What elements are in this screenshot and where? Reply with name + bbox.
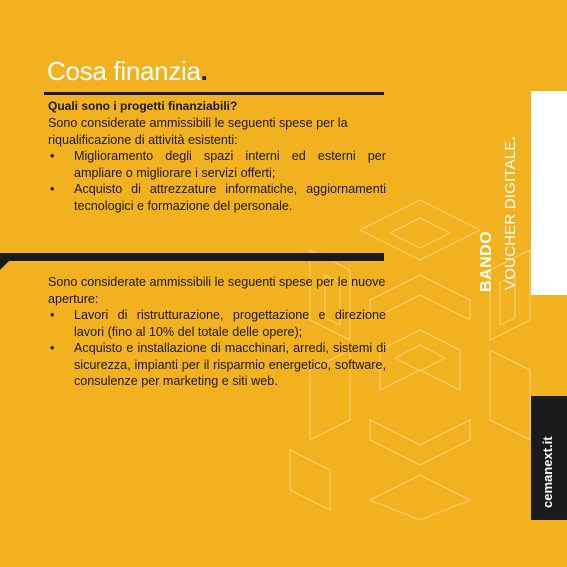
section2-body <box>48 274 386 390</box>
divider-notch <box>0 261 9 270</box>
side-white-panel <box>531 91 567 295</box>
section2-bullet-list <box>48 307 386 390</box>
page-title: Cosa finanzia. <box>47 56 208 86</box>
section1-subheading: Quali sono i progetti finanziabili? <box>48 99 238 113</box>
voucher-dot: . <box>502 136 519 141</box>
voucher-label: VOUCHER DIGITALE. <box>502 136 519 290</box>
section1-bullet-list <box>48 148 386 214</box>
list-item: • Lavori di ristrutturazione, progettazione e direzione lavori (fino al 10% del totale delle opere); <box>48 307 386 340</box>
section2-intro: Sono considerate ammissibili le seguenti spese per le nuove aperture: <box>48 275 386 306</box>
bando-label: BANDO <box>478 230 495 292</box>
title-underline <box>44 92 384 95</box>
section-divider <box>0 253 384 261</box>
section1-body <box>48 115 386 214</box>
website-link[interactable]: cemanext.it <box>540 436 555 508</box>
section1-intro: Sono considerate ammissibili le seguenti spese per la riqualificazione di attività esistenti: <box>48 116 348 147</box>
title-dot: . <box>200 56 208 86</box>
list-item: • Acquisto e installazione di macchinari, arredi, sistemi di sicurezza, impianti per il risparmio energetico, software, consulenze per marketing e siti web. <box>48 340 386 390</box>
list-item: • Miglioramento degli spazi interni ed esterni per ampliare o migliorare i servizi offerti; <box>48 148 386 181</box>
list-item: • Acquisto di attrezzature informatiche, aggiornamenti tecnologici e formazione del personale. <box>48 181 386 214</box>
